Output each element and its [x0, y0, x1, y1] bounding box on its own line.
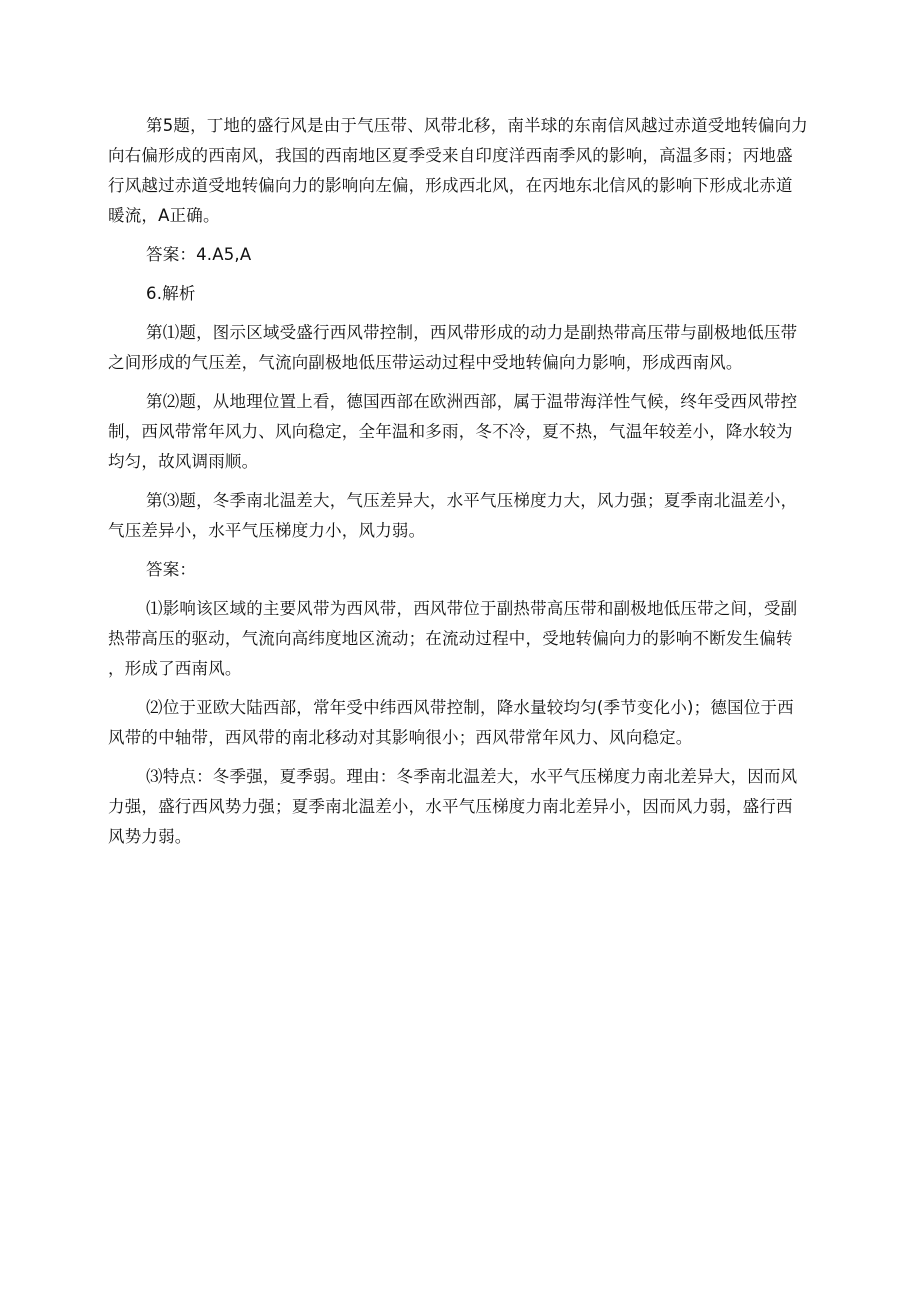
paragraph-answer-6-part-3: ⑶特点：冬季强，夏季弱。理由：冬季南北温差大，水平气压梯度力南北差异大，因而风力强，盛行西风势力强；夏季南北温差小，水平气压梯度力南北差异小，因而风力弱，盛行西风势力弱。 — [108, 767, 798, 846]
paragraph-q6-part-1-explanation: 第⑴题，图示区域受盛行西风带控制，西风带形成的动力是副热带高压带与副极地低压带之间形成的气压差，气流向副极地低压带运动过程中受地转偏向力影响，形成西南风。 — [108, 323, 798, 372]
paragraph-question-6-heading: 6.解析 — [146, 284, 196, 303]
paragraph-q6-part-2-explanation: 第⑵题，从地理位置上看，德国西部在欧洲西部，属于温带海洋性气候，终年受西风带控制，西风带常年风力、风向稳定，全年温和多雨，冬不冷，夏不热，气温年较差小，降水较为均匀，故风调雨顺。 — [108, 392, 798, 471]
paragraph-answer-6-part-2: ⑵位于亚欧大陆西部，常年受中纬西风带控制，降水量较均匀(季节变化小)；德国位于西风带的中轴带，西风带的南北移动对其影响很小；西风带常年风力、风向稳定。 — [108, 698, 794, 747]
document-body — [108, 111, 808, 861]
paragraph-answer-6-heading: 答案： — [146, 560, 197, 579]
paragraph-answer-4-5: 答案：4.A5,A — [146, 245, 252, 264]
paragraph-answer-6-part-1: ⑴影响该区域的主要风带为西风带，西风带位于副热带高压带和副极地低压带之间，受副热带高压的驱动，气流向高纬度地区流动；在流动过程中，受地转偏向力的影响不断发生偏转，形成了西南风。 — [108, 599, 798, 678]
paragraph-q6-part-3-explanation: 第⑶题，冬季南北温差大，气压差异大，水平气压梯度力大，风力强；夏季南北温差小，气压差异小，水平气压梯度力小，风力弱。 — [108, 491, 798, 540]
paragraph-question-5-explanation: 第5题，丁地的盛行风是由于气压带、风带北移，南半球的东南信风越过赤道受地转偏向力向右偏形成的西南风，我国的西南地区夏季受来自印度洋西南季风的影响，高温多雨；丙地盛行风越过赤道受地转偏向力的影响向左偏，形成西北风，在丙地东北信风的影响下形成北赤道暖流，A正确。 — [108, 116, 808, 225]
